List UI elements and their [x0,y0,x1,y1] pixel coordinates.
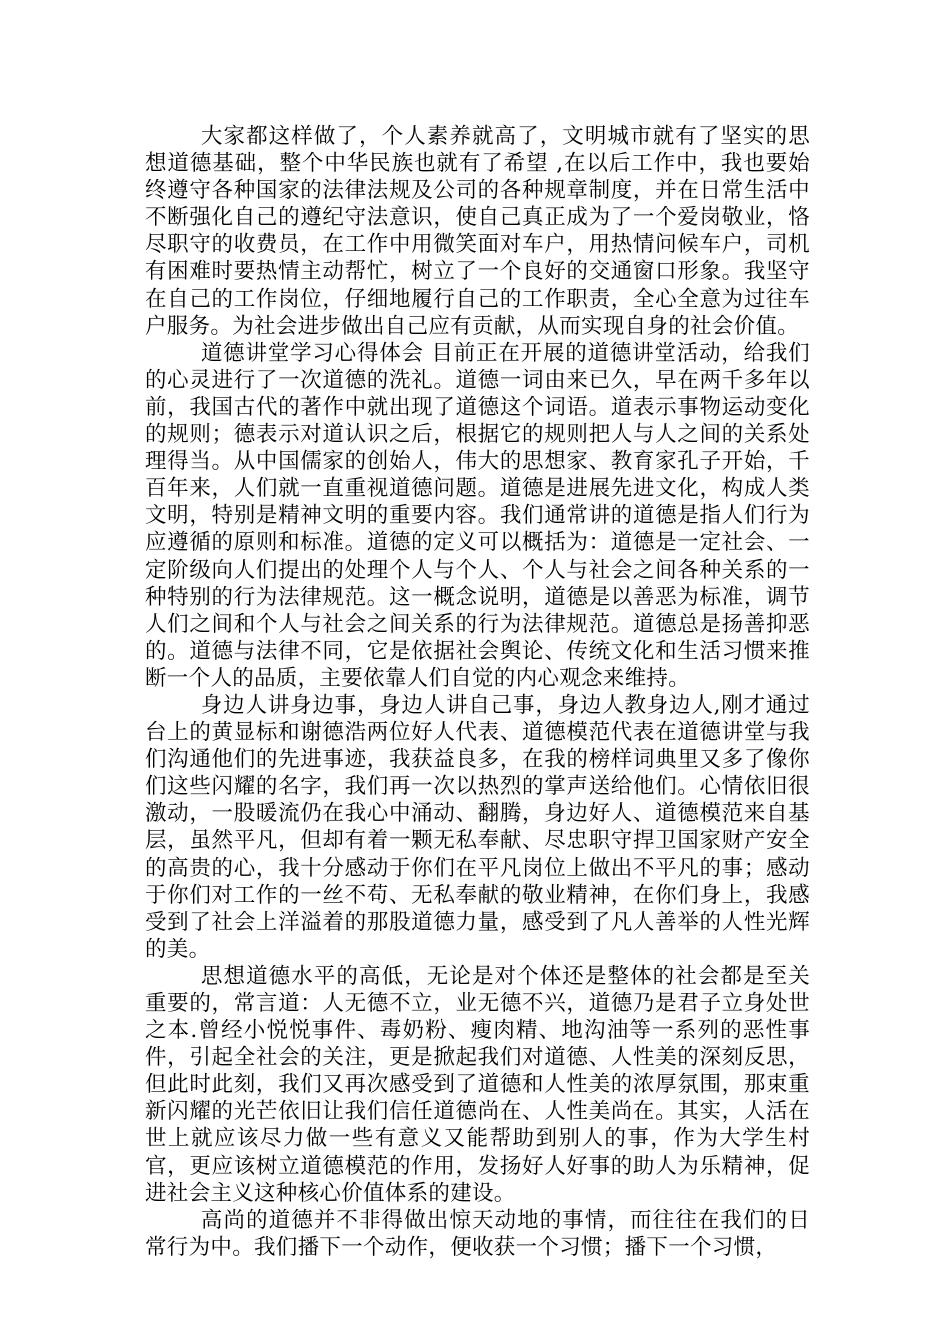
paragraph-1: 大家都这样做了，个人素养就高了，文明城市就有了坚实的思想道德基础，整个中华民族也就有了希望 ,在以后工作中，我也要始终遵守各种国家的法律法规及公司的各种规章制度，并在日常生活中不断强化自己的遵纪守法意识，使自己真正成为了一个爱岗敬业，恪尽职守的收费员，在工作中用微笑面对车户，用热情问候车户，司机有困难时要热情主动帮忙，树立了一个良好的交通窗口形象。我坚守在自己的工作岗位，仔细地履行自己的工作职责，全心全意为过往车户服务。为社会进步做出自己应有贡献，从而实现自身的社会价值。 [145,124,810,339]
document-body [145,123,810,1261]
paragraph-5: 高尚的道德并不非得做出惊天动地的事情，而往往在我们的日常行为中。我们播下一个动作，便收获一个习惯；播下一个习惯， [145,1207,810,1260]
paragraph-2: 道德讲堂学习心得体会 目前正在开展的道德讲堂活动，给我们的心灵进行了一次道德的洗礼。道德一词由来已久，早在两千多年以前，我国古代的著作中就出现了道德这个词语。道表示事物运动变化的规则；德表示对道认识之后，根据它的规则把人与人之间的关系处理得当。从中国儒家的创始人，伟大的思想家、教育家孔子开始，千百年来，人们就一直重视道德问题。道德是进展先进文化，构成人类文明，特别是精神文明的重要内容。我们通常讲的道德是指人们行为应遵循的原则和标准。道德的定义可以概括为：道德是一定社会、一定阶级向人们提出的处理个人与个人、个人与社会之间各种关系的一种特别的行为法律规范。这一概念说明，道德是以善恶为标准，调节人们之间和个人与社会之间关系的行为法律规范。道德总是扬善抑恶的。道德与法律不同，它是依据社会舆论、传统文化和生活习惯来推断一个人的品质，主要依靠人们自觉的内心观念来维持。 [145,340,810,691]
paragraph-3: 身边人讲身边事，身边人讲自己事，身边人教身边人,刚才通过台上的黄显标和谢德浩两位好人代表、道德模范代表在道德讲堂与我们沟通他们的先进事迹，我获益良多，在我的榜样词典里又多了像你们这些闪耀的名字，我们再一次以热烈的掌声送给他们。心情依旧很激动，一股暖流仍在我心中涌动、翻腾，身边好人、道德模范来自基层，虽然平凡，但却有着一颗无私奉献、尽忠职守捍卫国家财产安全的高贵的心，我十分感动于你们在平凡岗位上做出不平凡的事；感动于你们对工作的一丝不苟、无私奉献的敬业精神，在你们身上，我感受到了社会上洋溢着的那股道德力量，感受到了凡人善举的人性光辉的美。 [145,692,810,962]
paragraph-4: 思想道德水平的高低，无论是对个体还是整体的社会都是至关重要的，常言道：人无德不立，业无德不兴，道德乃是君子立身处世之本.曾经小悦悦事件、毒奶粉、瘦肉精、地沟油等一系列的恶性事件，引起全社会的关注，更是掀起我们对道德、人性美的深刻反思，但此时此刻，我们又再次感受到了道德和人性美的浓厚氛围，那束重新闪耀的光芒依旧让我们信任道德尚在、人性美尚在。其实，人活在世上就应该尽力做一些有意义又能帮助到别人的事，作为大学生村官，更应该树立道德模范的作用，发扬好人好事的助人为乐精神，促进社会主义这种核心价值体系的建设。 [145,963,810,1206]
